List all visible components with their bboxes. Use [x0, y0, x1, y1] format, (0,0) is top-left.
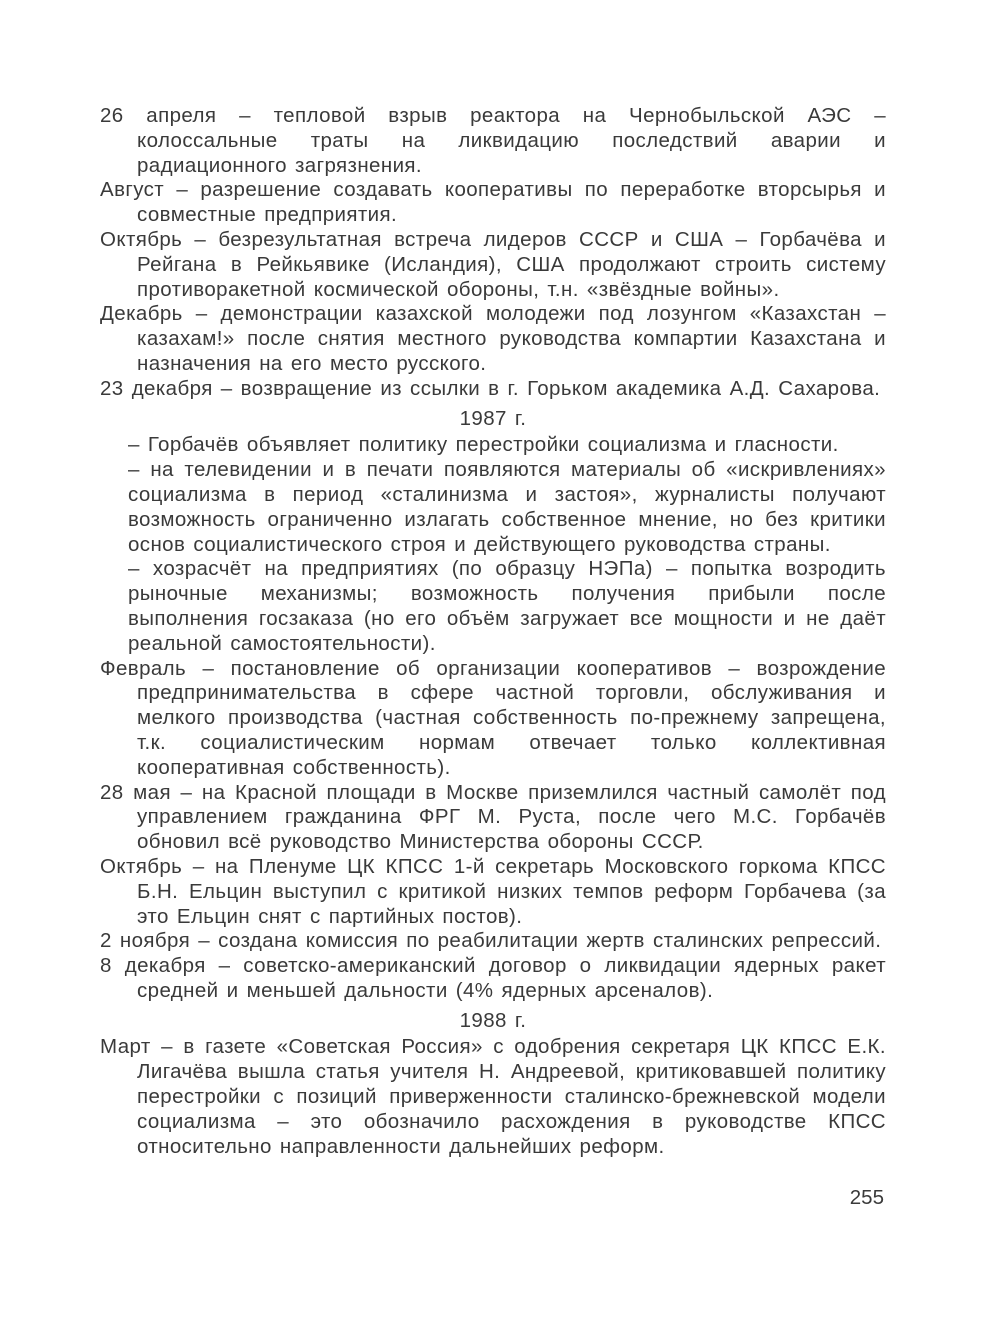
chronology-entry: 8 декабря – советско-американский договор о ликвидации ядерных ракет средней и меньшей дальности (4% ядерных арсеналов).	[100, 954, 886, 1002]
year-heading-1987: 1987 г.	[459, 406, 527, 430]
chronology-entry: Октябрь – безрезультатная встреча лидеров СССР и США – Горбачёва и Рейгана в Рейкьявике (Исландия), США продолжают строить систему противоракетной космической обороны, т.н. «звёздные войны».	[100, 227, 886, 301]
chronology-entry: – Горбачёв объявляет политику перестройки социализма и гласности.	[128, 433, 839, 457]
chronology-entry: 23 декабря – возвращение из ссылки в г. Горьком академика А.Д. Сахарова.	[100, 376, 881, 400]
chronology-entry: Декабрь – демонстрации казахской молодежи под лозунгом «Казахстан – казахам!» после снятия местного руководства компартии Казахстана и назначения на его место русского.	[100, 302, 886, 375]
chronology-text	[100, 104, 886, 1159]
chronology-entry: – хозрасчёт на предприятиях (по образцу НЭПа) – попытка возродить рыночные механизмы; возможность получения прибыли после выполнения госзаказа (но его объём загружает все мощности и не даёт реальной самостоятельности).	[128, 557, 886, 655]
chronology-entry: Август – разрешение создавать кооперативы по переработке вторсырья и совместные предприятия.	[100, 178, 886, 227]
chronology-entry: 26 апреля – тепловой взрыв реактора на Чернобыльской АЭС – колоссальные траты на ликвидацию последствий аварии и радиационного загрязнения.	[100, 104, 886, 177]
chronology-entry: – на телевидении и в печати появляются материалы об «искривлениях» социализма в период «сталинизма и застоя», журналисты получают возможность ограниченно излагать собственное мнение, но без критики основ социалистического строя и действующего руководства страны.	[128, 458, 886, 556]
chronology-entry: 2 ноября – создана комиссия по реабилитации жертв сталинских репрессий.	[100, 929, 882, 953]
chronology-entry: Февраль – постановление об организации кооперативов – возрождение предпринимательства в сфере частной торговли, обслуживания и мелкого производства (частная собственность по-прежнему запрещена, т.к. социалистическим нормам отвечает только коллективная кооперативная собственность).	[100, 656, 886, 779]
chronology-entry: Март – в газете «Советская Россия» с одобрения секретаря ЦК КПСС Е.К. Лигачёва вышла статья учителя Н. Андреевой, критиковавшей политику перестройки с позиций приверженности сталинско-брежневской модели социализма – это обозначило расхождения в руководстве КПСС относительно направленности дальнейших реформ.	[100, 1035, 886, 1158]
year-heading-1988: 1988 г.	[459, 1008, 527, 1032]
chronology-entry: Октябрь – на Пленуме ЦК КПСС 1-й секретарь Московского горкома КПСС Б.Н. Ельцин выступил с критикой низких темпов реформ Горбачева (за это Ельцин снят с партийных постов).	[100, 854, 886, 928]
page-number: 255	[849, 1186, 884, 1209]
chronology-entry: 28 мая – на Красной площади в Москве приземлился частный самолёт под управлением гражданина ФРГ М. Руста, после чего М.С. Горбачёв обновил всё руководство Министерства обороны СССР.	[100, 780, 886, 854]
